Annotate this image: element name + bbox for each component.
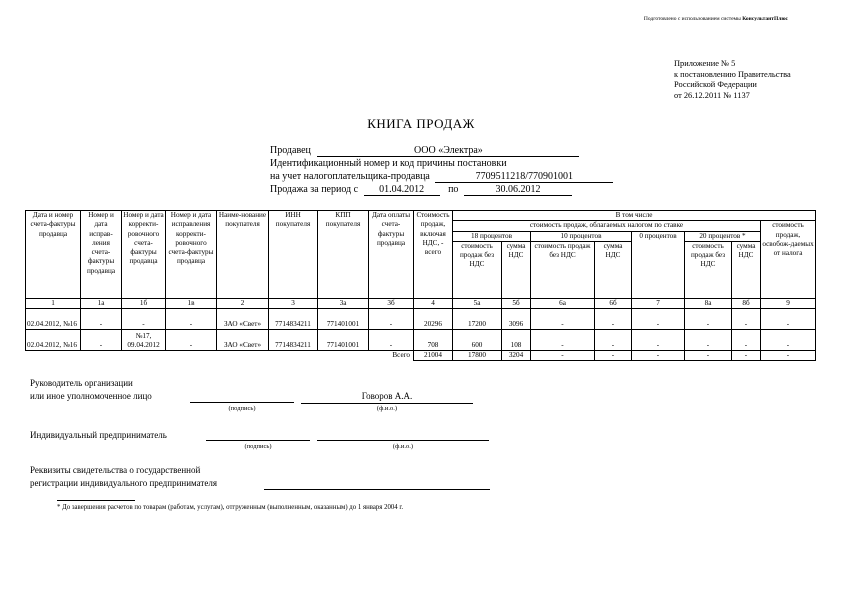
req-label-1: Реквизиты свидетельства о государственной	[30, 465, 201, 475]
annex-block	[674, 59, 791, 101]
period-label: Продажа за период с	[270, 184, 359, 195]
total-cell: -	[685, 351, 732, 361]
cell-kpp: 771401001	[318, 330, 369, 351]
cell: -	[595, 330, 632, 351]
cell: -	[632, 330, 685, 351]
total-cell: -	[531, 351, 595, 361]
column-number-row	[26, 298, 816, 308]
cell: -	[595, 309, 632, 330]
total-cell: -	[632, 351, 685, 361]
annex-line: Приложение № 5	[674, 59, 736, 68]
header-row	[26, 211, 816, 221]
head-name: Говоров А.А.	[301, 391, 473, 404]
head-signature-line	[190, 393, 294, 403]
col-num: 1	[26, 298, 81, 308]
prepared-prefix: Подготовлено с использованием системы	[643, 16, 741, 22]
th-c3b: Дата оплаты счета-фактуры продавца	[369, 211, 414, 299]
inn-row	[270, 171, 613, 183]
footnote-divider	[57, 500, 135, 501]
head-sign-caption: (подпись)	[228, 405, 256, 412]
head-label-2: или иное уполномоченное лицо	[30, 391, 152, 401]
cell-buyer: ЗАО «Свет»	[217, 330, 269, 351]
col-num: 8а	[685, 298, 732, 308]
cell-invoice: 02.04.2012, №16	[26, 309, 81, 330]
ip-label: Индивидуальный предприниматель	[30, 430, 167, 440]
col-num: 3	[269, 298, 318, 308]
req-line	[264, 480, 490, 490]
cell-inn: 7714834211	[269, 330, 318, 351]
col-num: 5б	[502, 298, 531, 308]
col-num: 3а	[318, 298, 369, 308]
th-base20: стоимость продаж без НДС	[685, 241, 732, 298]
col-num: 1б	[122, 298, 166, 308]
th-incl: В том числе	[453, 211, 816, 221]
th-c1b: Номер и дата корректи-ровочного счета-фактуры продавца	[122, 211, 166, 299]
page-title: КНИГА ПРОДАЖ	[367, 116, 475, 131]
annex-line: Российской Федерации	[674, 80, 757, 89]
th-exempt: стоимость продаж, освобож-даемых от налога	[761, 221, 816, 299]
head-label-1: Руководитель организации	[30, 378, 133, 388]
cell: -	[685, 309, 732, 330]
th-c2: Наиме-нование покупателя	[217, 211, 269, 299]
cell: -	[81, 330, 122, 351]
ip-signature-line	[206, 431, 310, 441]
cell: -	[761, 309, 816, 330]
total-cell: -	[732, 351, 761, 361]
col-num: 8б	[732, 298, 761, 308]
seller-row	[270, 145, 579, 157]
th-taxed: стоимость продаж, облагаемых налогом по ставке	[453, 221, 761, 231]
th-base10: стоимость продаж без НДС	[531, 241, 595, 298]
table-row	[26, 309, 816, 330]
cell: -	[166, 330, 217, 351]
seller-value: ООО «Электра»	[317, 146, 579, 157]
th-c4: Стоимость продаж, включая НДС, - всего	[414, 211, 453, 299]
total-cell: 21004	[414, 351, 453, 361]
period-row	[270, 184, 572, 196]
cell: 3096	[502, 309, 531, 330]
col-num: 1в	[166, 298, 217, 308]
cell: -	[632, 309, 685, 330]
cell: -	[531, 330, 595, 351]
total-cell: -	[761, 351, 816, 361]
inn-label-row1	[270, 158, 507, 169]
th-r0: 0 процентов	[632, 231, 685, 298]
ip-name-caption: (ф.и.о.)	[392, 443, 414, 450]
period-from: 01.04.2012	[364, 185, 440, 196]
total-cell: 3204	[502, 351, 531, 361]
period-to: 30.06.2012	[464, 185, 572, 196]
th-c3: ИНН покупателя	[269, 211, 318, 299]
th-r10: 10 процентов	[531, 231, 632, 241]
head-name-caption: (ф.и.о.)	[376, 405, 398, 412]
cell: №17, 09.04.2012	[122, 330, 166, 351]
prepared-note	[644, 16, 788, 22]
seller-label: Продавец	[270, 145, 311, 156]
cell-total: 20296	[414, 309, 453, 330]
inn-label-2: на учет налогоплательщика-продавца	[270, 171, 430, 182]
cell-total: 708	[414, 330, 453, 351]
footnote: * До завершения расчетов по товарам (работам, услугам), отгруженным (выполненным, оказанным) до 1 января 2004 г.	[57, 504, 404, 511]
annex-line: от 26.12.2011 № 1137	[674, 90, 750, 100]
period-to-label: по	[448, 184, 459, 195]
th-base18: стоимость продаж без НДС	[453, 241, 502, 298]
cell: -	[122, 309, 166, 330]
cell-buyer: ЗАО «Свет»	[217, 309, 269, 330]
cell: 600	[453, 330, 502, 351]
col-num: 5а	[453, 298, 502, 308]
sales-book-table	[25, 210, 816, 361]
cell: 108	[502, 330, 531, 351]
th-vat10: сумма НДС	[595, 241, 632, 298]
annex-line: к постановлению Правительства	[674, 69, 791, 79]
cell: -	[761, 330, 816, 351]
th-c1a: Номер и дата исправ-ления счета-фактуры продавца	[81, 211, 122, 299]
cell-invoice: 02.04.2012, №16	[26, 330, 81, 351]
cell: -	[732, 309, 761, 330]
table-row	[26, 330, 816, 351]
ip-name-line	[317, 431, 489, 441]
col-num: 1а	[81, 298, 122, 308]
total-cell: -	[595, 351, 632, 361]
cell: 17200	[453, 309, 502, 330]
col-num: 4	[414, 298, 453, 308]
total-cell: 17800	[453, 351, 502, 361]
cell: -	[369, 330, 414, 351]
prepared-brand: КонсультантПлюс	[742, 16, 788, 22]
col-num: 9	[761, 298, 816, 308]
cell: -	[81, 309, 122, 330]
th-c3a: КПП покупателя	[318, 211, 369, 299]
col-num: 2	[217, 298, 269, 308]
th-r18: 18 процентов	[453, 231, 531, 241]
cell-kpp: 771401001	[318, 309, 369, 330]
col-num: 6б	[595, 298, 632, 308]
inn-value: 7709511218/770901001	[435, 172, 613, 183]
th-r20: 20 процентов *	[685, 231, 761, 241]
th-c1: Дата и номер счета-фактуры продавца	[26, 211, 81, 299]
col-num: 7	[632, 298, 685, 308]
th-vat20: сумма НДС	[732, 241, 761, 298]
cell: -	[531, 309, 595, 330]
cell: -	[369, 309, 414, 330]
cell-inn: 7714834211	[269, 309, 318, 330]
req-label-2: регистрации индивидуального предпринимателя	[30, 478, 217, 488]
th-vat18: сумма НДС	[502, 241, 531, 298]
total-label: Всего	[392, 351, 410, 360]
cell: -	[732, 330, 761, 351]
inn-label-1: Идентификационный номер и код причины постановки	[270, 158, 507, 169]
ip-sign-caption: (подпись)	[244, 443, 272, 450]
col-num: 3б	[369, 298, 414, 308]
cell: -	[685, 330, 732, 351]
total-row	[26, 351, 816, 361]
th-c1c: Номер и дата исправления корректи-ровочного счета-фактуры продавца	[166, 211, 217, 299]
col-num: 6а	[531, 298, 595, 308]
cell: -	[166, 309, 217, 330]
